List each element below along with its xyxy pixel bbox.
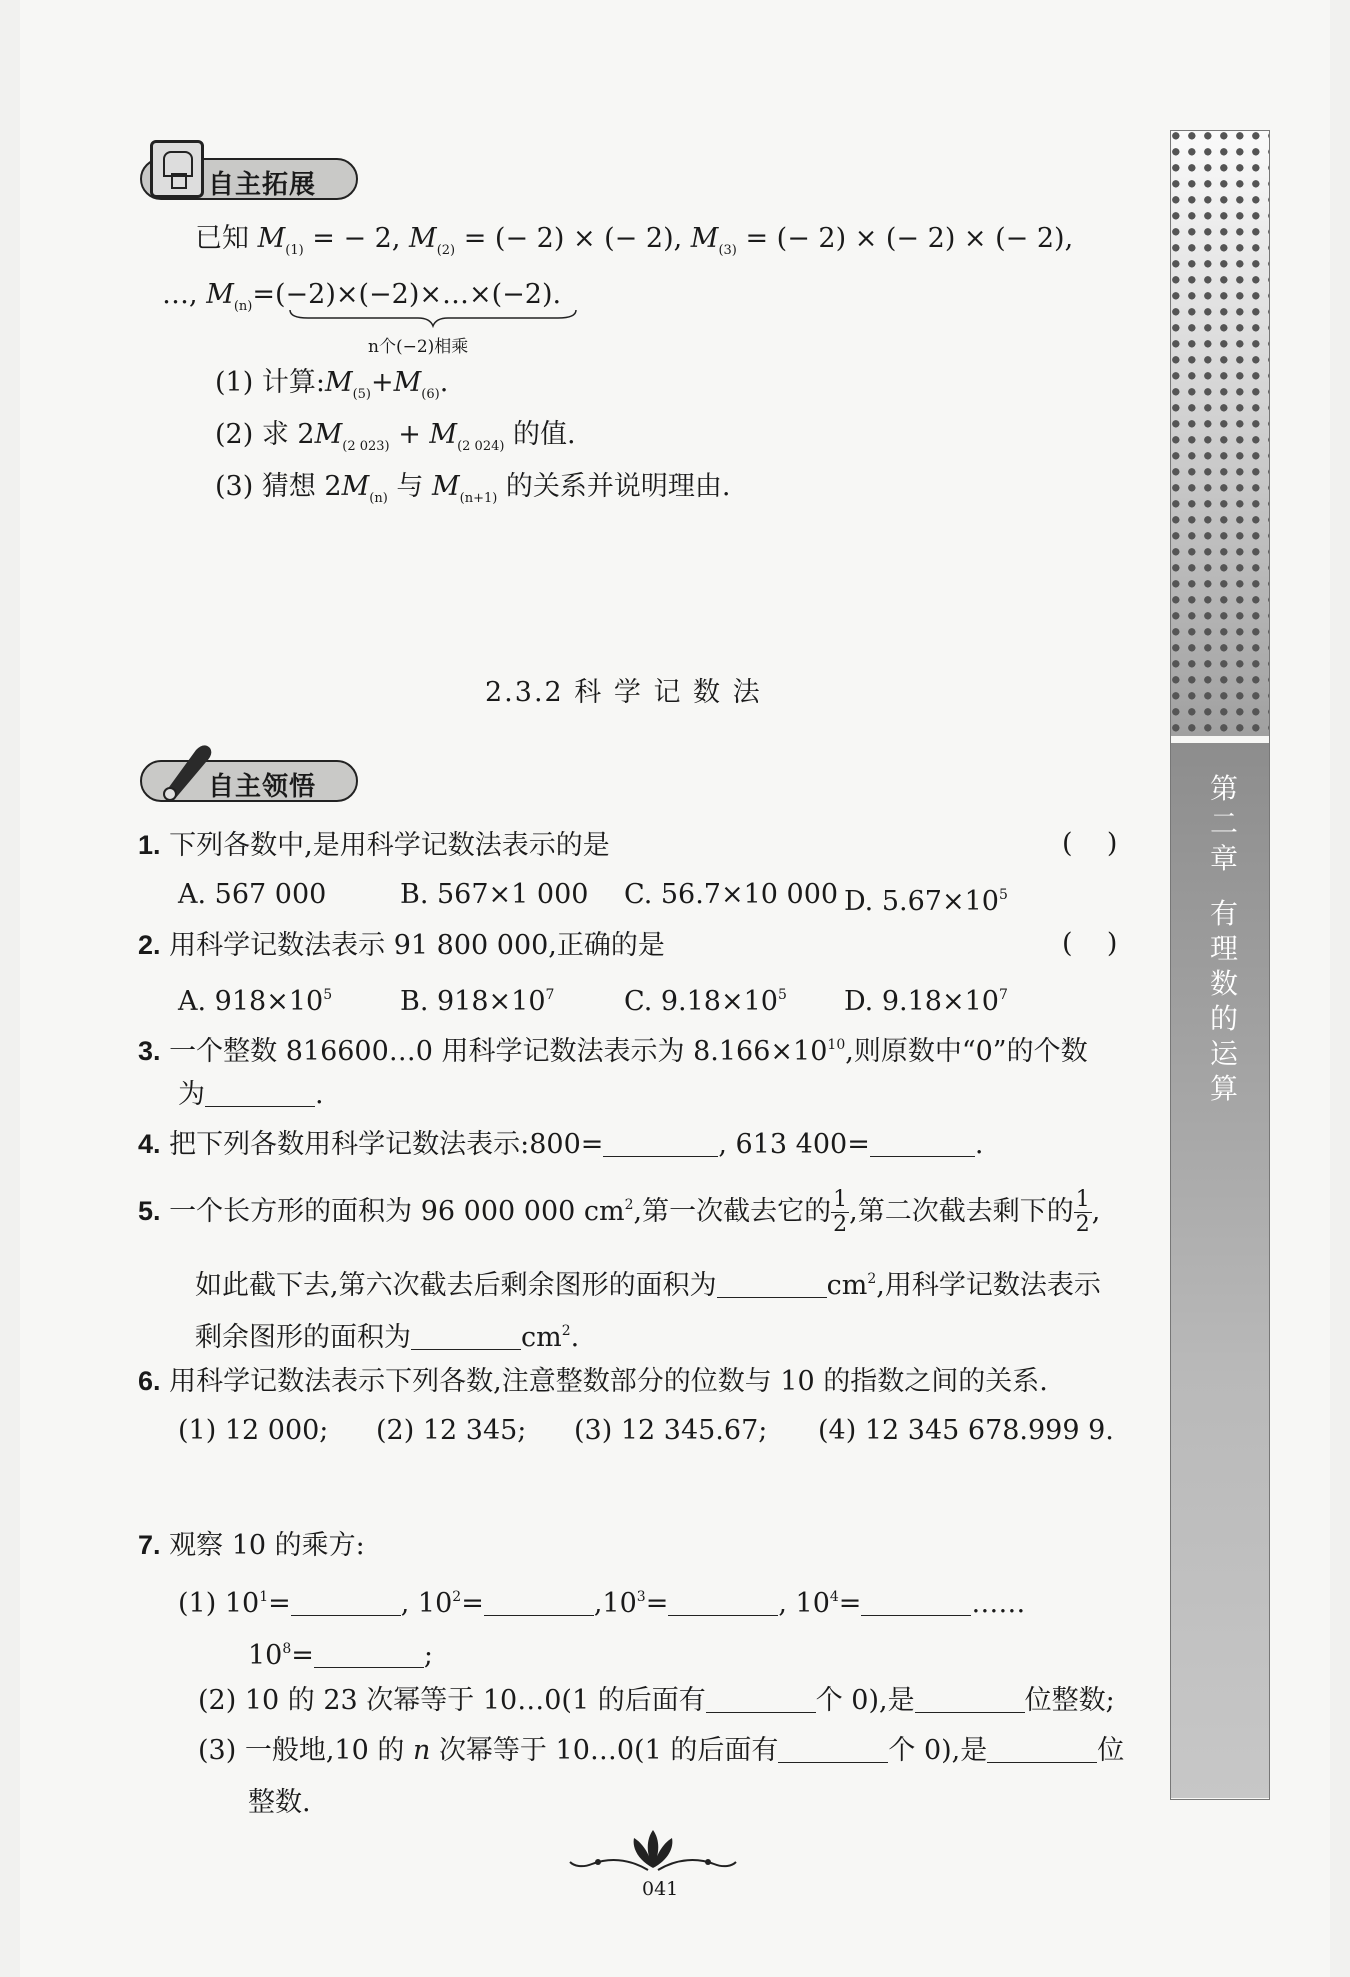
floral-ornament-icon	[568, 1828, 738, 1878]
sub-question-3: (3) 猜想 $2M_{(n)}$ 与 $M_{(n+1)}$ 的关系并说明理由.	[215, 471, 731, 506]
option-a[interactable]: A. 567 000	[178, 879, 327, 910]
question-4: 4. 把下列各数用科学记数法表示:800= , 613 400= .	[138, 1129, 984, 1160]
chapter-sidebar	[1170, 130, 1270, 1800]
section-badge-self-understand	[140, 760, 358, 802]
question-3: 3. 一个整数 816600…0 用科学记数法表示为 $8.166\times 10^{10}$,则原数中“0”的个数	[138, 1036, 1088, 1067]
option-c[interactable]: C. 56.7×10 000	[624, 879, 839, 910]
question-5-line-3: 剩余图形的面积为 $cm^2$.	[195, 1322, 580, 1353]
chapter-title-vertical: 第 二 章 有 理 数 的 运 算	[1209, 772, 1238, 1105]
underbrace	[288, 308, 578, 328]
page	[20, 0, 1330, 1977]
section-title: 2.3.2 科 学 记 数 法	[485, 677, 762, 708]
answer-blank[interactable]	[603, 1128, 718, 1157]
option-b[interactable]: B. $918\times 10^7$	[400, 986, 555, 1017]
answer-paren-1[interactable]: ( )	[1062, 828, 1118, 859]
answer-blank[interactable]	[861, 1587, 971, 1616]
brace-note: n个(−2)相乘	[368, 337, 469, 357]
q6-part-3: (3) 12 345.67;	[574, 1415, 768, 1446]
intro-line-2: …, $M_{(n)}=(-2)\times(-2)\times\dots\times(-2)$.	[162, 279, 562, 314]
question-1: 1. 下列各数中,是用科学记数法表示的是	[138, 830, 610, 861]
fraction-half: $\frac{1}{2}$	[1075, 1187, 1090, 1237]
option-b[interactable]: B. 567×1 000	[400, 879, 589, 910]
q6-part-1: (1) 12 000;	[178, 1415, 329, 1446]
option-a[interactable]: A. $918\times 10^5$	[178, 986, 333, 1017]
question-2: 2. 用科学记数法表示 91 800 000,正确的是	[138, 930, 665, 961]
answer-blank[interactable]	[778, 1734, 888, 1763]
question-6: 6. 用科学记数法表示下列各数,注意整数部分的位数与 10 的指数之间的关系.	[138, 1366, 1048, 1397]
answer-blank[interactable]	[314, 1639, 424, 1668]
q6-part-4: (4) 12 345 678.999 9.	[818, 1415, 1114, 1446]
section-badge-self-expand	[140, 158, 358, 200]
answer-blank[interactable]	[717, 1269, 827, 1298]
answer-blank[interactable]	[915, 1684, 1025, 1713]
pen-icon	[156, 740, 212, 802]
question-5-line-2: 如此截下去,第六次截去后剩余图形的面积为 $cm^2$,用科学记数法表示	[195, 1270, 1101, 1301]
answer-blank[interactable]	[870, 1128, 975, 1157]
sub-question-2: (2) 求 $2M_{(2 023)} + M_{(2 024)}$ 的值.	[215, 419, 576, 454]
answer-blank[interactable]	[411, 1321, 521, 1350]
floppy-icon	[150, 140, 204, 198]
question-7-part-3: (3) 一般地,10 的 n 次幂等于 10…0(1 的后面有 个 0),是 位	[198, 1735, 1125, 1766]
badge-label: 自主拓展	[208, 170, 317, 200]
sub-question-1: (1) 计算$:M_{(5)}+M_{(6)}$.	[215, 367, 449, 402]
answer-blank[interactable]	[706, 1684, 816, 1713]
answer-blank[interactable]	[291, 1587, 401, 1616]
q6-part-2: (2) 12 345;	[376, 1415, 527, 1446]
question-3-cont: 为 .	[178, 1079, 324, 1110]
answer-blank[interactable]	[484, 1587, 594, 1616]
answer-paren-2[interactable]: ( )	[1062, 928, 1118, 959]
question-7-part-3-cont: 整数.	[248, 1787, 311, 1818]
question-7-part-1: (1) $10^1=$ , $10^2= ,10^3=$ , $10^4=$ ……	[178, 1588, 1026, 1619]
badge-label: 自主领悟	[208, 772, 317, 802]
page-number: 041	[642, 1878, 679, 1900]
fraction-half: $\frac{1}{2}$	[833, 1187, 848, 1237]
question-7-part-2: (2) 10 的 23 次幂等于 10…0(1 的后面有 个 0),是 位整数;	[198, 1685, 1115, 1716]
question-7-part-1-cont: $10^8=$ ;	[248, 1640, 434, 1671]
option-d[interactable]: D. $9.18\times 10^7$	[844, 986, 1008, 1017]
intro-line-1: 已知 $M_{(1)}$ = − 2, $M_{(2)}$ = (− 2) × (− 2), $M_{(3)}$ = (− 2) × (− 2) × (− 2),	[195, 223, 1074, 258]
answer-blank[interactable]	[987, 1734, 1097, 1763]
answer-blank[interactable]	[668, 1587, 778, 1616]
sidebar-dot-pattern	[1171, 131, 1269, 736]
question-5: 5. 一个长方形的面积为 96 000 000 $cm^2$,第一次截去它的 $\frac{1}{2}$ ,第二次截去剩下的 $\frac{1}{2}$ ,	[138, 1187, 1101, 1237]
answer-blank[interactable]	[205, 1078, 315, 1107]
question-7: 7. 观察 10 的乘方:	[138, 1530, 365, 1561]
option-d[interactable]: D. $5.67\times 10^5$	[844, 886, 1008, 917]
option-c[interactable]: C. $9.18\times 10^5$	[624, 986, 787, 1017]
